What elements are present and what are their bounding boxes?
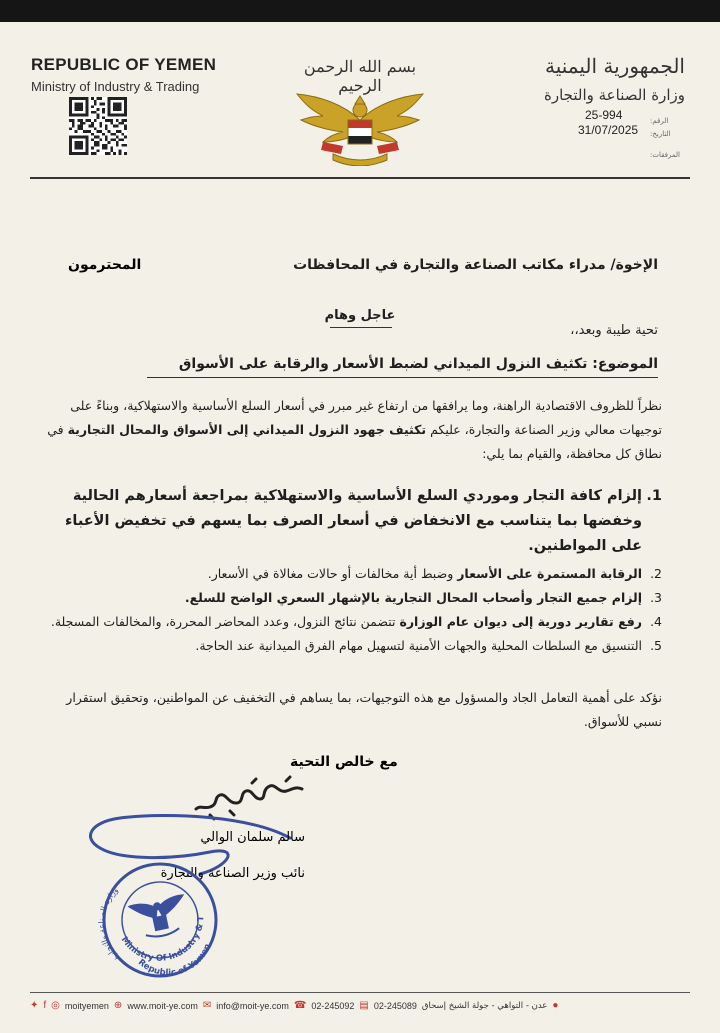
- globe-icon: ⊕: [113, 1000, 123, 1011]
- urgent-label: عاجل وهام: [324, 308, 396, 323]
- list-item: [32, 562, 662, 585]
- list-item-text: [32, 634, 642, 657]
- reference-label: الرقم:: [650, 117, 669, 125]
- facebook-icon: f: [43, 1000, 47, 1011]
- email-icon: ✉: [202, 1000, 212, 1011]
- list-item-number: 4.: [650, 614, 662, 629]
- footer-fax: 02-245089: [373, 1000, 417, 1011]
- list-item-number: 3.: [650, 590, 662, 605]
- stamp-text-bottom: Republic of Yemen: [135, 942, 214, 979]
- urgent-underline: [330, 327, 392, 328]
- list-item: [32, 586, 662, 609]
- list-item-bold: الرقابة المستمرة على الأسعار: [457, 566, 642, 581]
- list-item-number: 5.: [650, 638, 662, 653]
- qr-code: [69, 97, 127, 155]
- respected-label: المحترمون: [68, 257, 142, 273]
- twitter-icon: ✦: [30, 1000, 39, 1011]
- location-pin-icon: ●: [552, 1000, 559, 1011]
- list-item-text: [32, 586, 642, 609]
- stamp-text-ar: وزارة الصناعة والتجارة: [97, 885, 121, 963]
- header-ministry-ar: وزارة الصناعة والتجارة: [544, 86, 685, 104]
- list-item-rest: التنسيق مع السلطات المحلية والجهات الأمنية لتسهيل مهام الفرق الميدانية عند الحاجة.: [195, 638, 642, 653]
- greeting-line: تحية طيبة وبعد،،: [570, 323, 658, 338]
- svg-text:وزارة الصناعة والتجارة: [95, 884, 134, 965]
- footer-email[interactable]: info@moit-ye.com: [216, 1000, 289, 1011]
- regards-line: مع خالص التحية: [290, 754, 398, 770]
- header-republic-ar: الجمهورية اليمنية: [544, 54, 685, 78]
- list-item: [32, 634, 662, 657]
- date-label: التاريخ:: [650, 130, 671, 138]
- list-item-bold: رفع تقارير دورية إلى ديوان عام الوزارة: [399, 614, 642, 629]
- list-item: [32, 484, 662, 559]
- list-item-number: 2.: [650, 566, 662, 581]
- subject-underline: [147, 377, 658, 378]
- footer-social[interactable]: moityemen: [64, 1000, 109, 1011]
- ministry-stamp-icon: [95, 860, 225, 984]
- bismillah-heading: بسم الله الرحمن الرحيم: [303, 57, 417, 95]
- footer-website[interactable]: www.moit-ye.com: [127, 1000, 198, 1011]
- list-item-rest: تتضمن نتائج النزول، وعدد المحاضر المحررة، والمخالفات المسجلة.: [50, 614, 400, 629]
- fax-icon: ▤: [359, 1000, 369, 1011]
- letter-page: [0, 22, 720, 1033]
- intro-text: نظراً للظروف الاقتصادية الراهنة، وما يرافقها من ارتفاع غير مبرر في أسعار السلع الأساسية والاستهلاكية، وبناءً على توجيهات معالي وزير الصناعة والتجارة، عليكم: [70, 398, 662, 437]
- letter-date: 31/07/2025: [578, 123, 639, 137]
- header-ministry-en: Ministry of Industry & Trading: [31, 79, 200, 94]
- closing-paragraph: نؤكد على أهمية التعامل الجاد والمسؤول مع هذه التوجيهات، بما يساهم في التخفيف عن المواطنين، وتحقيق استقرار نسبي للأسواق.: [66, 690, 662, 729]
- list-item-bold: إلزام كافة التجار وموردي السلع الأساسية والاستهلاكية بمراجعة أسعارهم الحالية وخفضها بما يتناسب مع الانخفاض في أسعار الصرف بما يسهم في تخفيض الأعباء على المواطنين.: [65, 488, 642, 554]
- attachments-label: المرفقات:: [650, 151, 680, 159]
- list-item-text: [32, 610, 642, 633]
- intro-tail-text: في نطاق كل محافظة، والقيام بما يلي:: [47, 422, 662, 461]
- footer-divider: [30, 992, 690, 993]
- directives-list: [32, 484, 662, 658]
- intro-bold-text: تكثيف جهود النزول الميداني إلى الأسواق والمحال التجارية: [67, 422, 427, 437]
- list-item-text: [32, 562, 642, 585]
- header-republic-en: REPUBLIC OF YEMEN: [31, 55, 217, 74]
- reference-number: 25-994: [585, 108, 623, 122]
- list-item-bold: إلزام جميع التجار وأصحاب المحال التجارية بالإشهار السعري الواضح للسلع.: [184, 590, 642, 605]
- footer-phone: 02-245092: [311, 1000, 355, 1011]
- footer-contacts: [30, 1000, 690, 1011]
- stamp-text-top: Ministry Of Industry & Trade: [118, 916, 207, 964]
- list-item-number: 1.: [646, 488, 662, 504]
- list-item-text: [32, 484, 642, 559]
- yemen-eagle-emblem-icon: [293, 90, 427, 170]
- signatory-name: سالم سلمان الوالي: [200, 830, 305, 845]
- recipient-line: الإخوة/ مدراء مكاتب الصناعة والتجارة في المحافظات: [293, 257, 658, 273]
- list-item-rest: وضبط أية مخالفات أو حالات مغالاة في الأسعار.: [207, 566, 458, 581]
- intro-paragraph: [47, 394, 662, 466]
- header-divider: [30, 177, 690, 179]
- footer-address: عدن - التواهي - جولة الشيخ إسحاق: [421, 1000, 548, 1011]
- phone-icon: ☎: [293, 1000, 307, 1011]
- list-item: [32, 610, 662, 633]
- subject-line: الموضوع: تكثيف النزول الميداني لضبط الأسعار والرقابة على الأسواق: [178, 356, 658, 372]
- signatory-title: نائب وزير الصناعة والتجارة: [160, 866, 305, 881]
- instagram-icon: ◎: [51, 1000, 60, 1011]
